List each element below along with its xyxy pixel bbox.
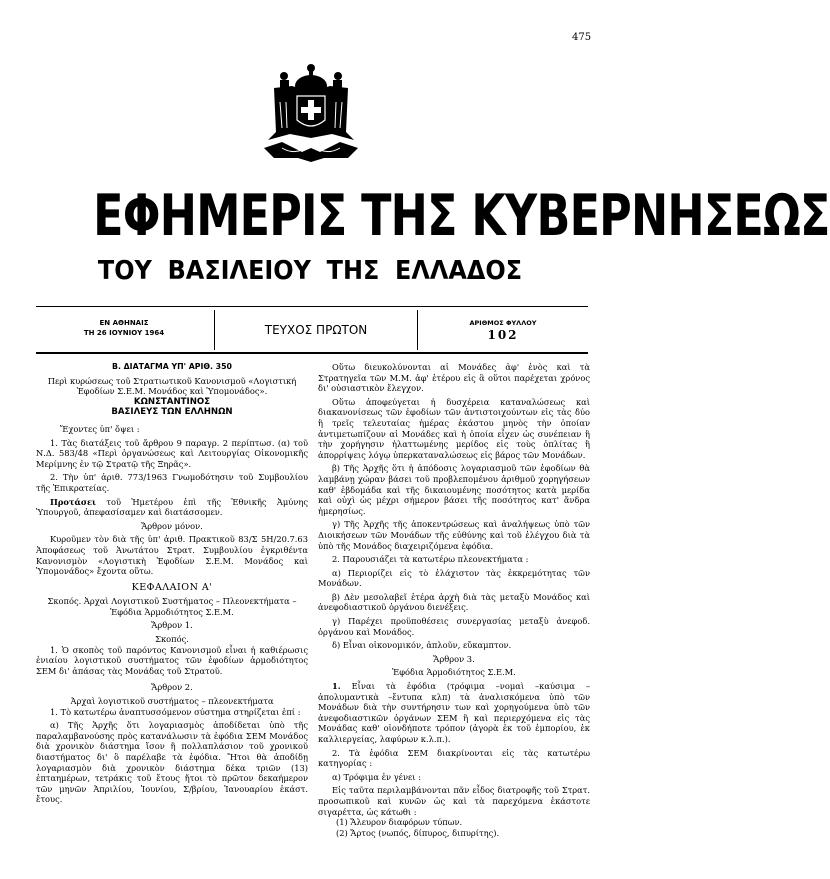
- paragraph-text: τοῦ Ἡμετέρου ἐπὶ τῆς Ἐθνικῆς Ἀμύνης Ὑπουργοῦ, ἀπεφασίσαμεν καὶ διατάσσομεν.: [36, 496, 308, 518]
- paragraph: [318, 681, 590, 745]
- paragraph-number: 1.: [332, 681, 341, 692]
- decree-heading: Β. ΔΙΑΤΑΓΜΑ ΥΠ' ΑΡΙΘ. 350: [112, 362, 232, 371]
- paragraph: α) Τῆς Ἀρχῆς ὅτι λογαριασμὸς ἀποδίδεται ὑπὸ τῆς παραλαμβανούσης πρὸς κατανάλωσιν τὰ ἐφόδια ΣΕΜ Μονάδος διὰ χρονικὸν διάστημα ἴσον ἢ πολλαπλάσιον τοῦ χρονικοῦ διαστήματος δι' ὃ παρέλαβε τὰ ἐφόδια. Ἤτοι θὰ ἀποδίδῃ λογαριασμὸν διὰ χρονικὸν διάστημα δέκα τριῶν (13) ἐπταημέρων, τετράκις τοῦ ἔτους ἤτοι τὸ πρῶτον δεκαήμερον τῶν μηνῶν Ἀπριλίου, Ἰουνίου, Σ/βρίου, Ἰανουαρίου ἑκάστ. ἔτους.: [36, 720, 308, 805]
- paragraph-text: Εἶναι τὰ ἐφόδια (τρόφιμα –νομαὶ –καύσιμα –ἀπολυμαντικὰ –ἔντυπα κλπ) τὰ ἀναλισκόμενα ὑπὸ τῶν Μονάδων διὰ τὴν συντήρησιν των καὶ χορηγούμενα ὑπὸ τῶν ἀνεφοδιαστικῶν ὀργάνων ΣΕΜ ἢ καὶ περιερχόμενα εἰς τὰς Μονάδας καθ' οἱονδήποτε τρόπον (ἀγορὰ ἐκ τοῦ ἐμπορίου, ἐκ καλλιεργείας, λαφύρων κ.λ.π.).: [318, 681, 590, 744]
- paragraph: γ) Τῆς Ἀρχῆς τῆς ἀποκεντρώσεως καὶ ἀναλήψεως ὑπὸ τῶν Διοικήσεων τῶν Μονάδων τῆς εὐθύνης καὶ τοῦ ἐλέγχου διὰ τὰ ὑπὸ τῆς Μονάδος διαχειριζόμενα ἐφόδια.: [318, 519, 590, 551]
- paragraph: α) Περιορίζει εἰς τὸ ἐλάχιστον τὰς ἐκκρεμότητας τῶν Μονάδων.: [318, 567, 590, 589]
- decree-subject: Περὶ κυρώσεως τοῦ Στρατιωτικοῦ Κανονισμοῦ «Λογιστική Ἐφοδίων Σ.Ε.Μ. Μονάδος καὶ Ὑπομονάδος».: [47, 375, 297, 397]
- paragraph: 1. Ὁ σκοπὸς τοῦ παρόντος Κανονισμοῦ εἶναι ἡ καθιέρωσις ἑνιαίου λογιστικοῦ συστήματος τῶν ἐφοδίων ἁρμοδιότητος ΣΕΜ δι' ἁπάσας τὰς Μονάδας τοῦ Στρατοῦ.: [36, 644, 308, 676]
- issue-place-date: [36, 310, 212, 350]
- right-column: [318, 362, 590, 838]
- paragraph: 2. Τὰ ἐφόδια ΣΕΜ διακρίνονται εἰς τὰς κατωτέρω κατηγορίας :: [318, 747, 590, 769]
- paragraph: 2. Παρουσιάζει τὰ κατωτέρω πλεονεκτήματα :: [332, 554, 529, 565]
- article-heading: Ἄρθρον 3.: [433, 653, 475, 664]
- body-columns: [0, 362, 619, 879]
- issue-date: ΤΗ 26 ΙΟΥΝΙΟΥ 1964: [83, 329, 165, 337]
- coat-of-arms-icon: [262, 62, 360, 168]
- article-title: Ἀρχαὶ λογιστικοῦ συστήματος – πλεονεκτήματα: [70, 696, 274, 707]
- king-title: ΒΑΣΙΛΕΥΣ ΤΩΝ ΕΛΛΗΝΩΝ: [111, 407, 233, 418]
- page-number: 475: [572, 32, 592, 43]
- paragraph: Οὕτω ἀποφεύγεται ἡ δυσχέρεια καταναλώσεως καὶ διακανονίσεως τῶν ἐφοδίων τῶν ἀντιστοιχούντων εἰς τὰς δύο ἢ τρεῖς τελευταίας ἡμέρας ἑκάστου μηνὸς τὴν ὁποίαν ἀντιμετωπίζουν αἱ Μονάδες καὶ ἡ ὁποία εἶχεν ὡς συνέπειαν ἢ τὴν χορήγησιν ἠλαττωμένης μερίδος εἰς τοὺς ὁπλίτας ἢ ἀπορρίψεις λόγῳ ὑπερκαταναλώσεως εἰς βάρος τῶν Μονάδων.: [318, 396, 590, 460]
- gazette-title: ΕΦΗΜΕΡΙΣ ΤΗΣ ΚΥΒΕΡΝΗΣΕΩΣ: [93, 183, 830, 249]
- paragraph: Κυροῦμεν τὸν διὰ τῆς ὑπ' ἀριθ. Πρακτικοῦ 83/Σ 5Η/20.7.63 Ἀποφάσεως τοῦ Ἀνωτάτου Στρατ. Συμβουλίου ἐγκριθέντα Κανονισμὸν «Λογιστικὴ Ἐφοδίων Σ.Ε.Μ. Μονάδος καὶ Ὑπομονάδος» ἔχοντα οὕτω.: [36, 534, 308, 577]
- chapter-heading: ΚΕΦΑΛΑΙΟΝ Α': [131, 581, 213, 593]
- paragraph: β) Τῆς Ἀρχῆς ὅτι ἡ ἀπόδοσις λογαριασμοῦ τῶν ἐφοδίων θὰ λαμβάνῃ χώραν βάσει τοῦ προβλεπομένου ἀριθμοῦ χορηγήσεων καθ' ἑβδομάδα καὶ τῆς δικαιουμένης ποσότητος κατὰ μερίδα καὶ οὐχὶ ὡς μέχρι σήμερον βάσει τῆς ποσότητος κατ' ἄνδρα ἡμερησίως.: [318, 463, 590, 516]
- paragraph-lead: Προτάσει: [50, 496, 97, 507]
- having-regard: Ἔχοντες ὑπ' ὄψει :: [60, 423, 140, 434]
- paragraph: 1. Τὸ κατωτέρω ἀναπτυσσόμενον σύστημα στηρίζεται ἐπί :: [50, 706, 301, 717]
- article-heading: Ἄρθρον 1.: [151, 620, 193, 631]
- paragraph: 2. Τὴν ὑπ' ἀριθ. 773/1963 Γνωμοδότησιν τοῦ Συμβουλίου τῆς Ἐπικρατείας.: [36, 472, 308, 493]
- paragraph: Οὕτω διευκολύνονται αἱ Μονάδες ἀφ' ἑνὸς καὶ τὰ Στρατηγεῖα τῶν Μ.Μ. ἀφ' ἑτέρου εἰς ἃ οὕτοι παρέχεται χρόνος δι' οὐσιαστικὸν ἔλεγχον.: [318, 362, 590, 394]
- paragraph: β) Δὲν μεσολαβεῖ ἑτέρα ἀρχὴ διὰ τὰς μεταξὺ Μονάδος καὶ ἀνεφοδιαστικοῦ ὀργάνου διενέξεις.: [318, 591, 590, 613]
- issue-sheet: [418, 310, 588, 350]
- header-rule-top: [36, 306, 588, 307]
- article-title: Σκοπός.: [155, 634, 189, 645]
- king-name: ΚΩΝΣΤΑΝΤΙΝΟΣ: [133, 396, 211, 407]
- paragraph: [36, 497, 308, 518]
- paragraph: Εἰς ταῦτα περιλαμβάνονται πᾶν εἶδος διατροφῆς τοῦ Στρατ. προσωπικοῦ καὶ κυνῶν ὡς καὶ τὰ παρεχόμενα ἑκάστοτε σιγαρέττα, ὡς κάτωθι :: [318, 785, 590, 817]
- paragraph: α) Τρόφιμα ἐν γένει :: [332, 771, 421, 782]
- article-title: Ἐφόδια Ἁρμοδιότητος Σ.Ε.Μ.: [392, 667, 516, 678]
- issue-place: ΕΝ ΑΘΗΝΑΙΣ: [99, 319, 149, 327]
- left-column: [36, 362, 308, 805]
- header-rule-bottom: [36, 352, 588, 354]
- list-item: (1) Ἄλευρον διαφόρων τύπων.: [336, 817, 463, 828]
- paragraph: 1. Τὰς διατάξεις τοῦ ἄρθρου 9 παραγρ. 2 περίπτωσ. (α) τοῦ Ν.Δ. 583/48 «Περὶ ὀργανώσεως καὶ Λειτουργίας Οἰκονομικῆς Μερίμνης ἐν τῷ Στρατῷ τῆς Ξηρᾶς».: [36, 437, 308, 469]
- chapter-subject: Σκοπός. Ἀρχαὶ Λογιστικοῦ Συστήματος – Πλεονεκτήματα – Ἐφόδια Ἁρμοδιότητος Σ.Ε.Μ.: [47, 596, 297, 617]
- sheet-number: 102: [487, 328, 519, 342]
- paragraph: γ) Παρέχει προϋποθέσεις συνεργασίας μεταξὺ ἀνεφοδ. ὀργάνου καὶ Μονάδος.: [318, 616, 590, 637]
- article-heading: Ἄρθρον μόνον.: [141, 520, 203, 531]
- paragraph: δ) Εἶναι οἰκονομικόν, ἁπλοῦν, εὔκαμπτον.: [332, 640, 512, 651]
- issue-info-bar: [36, 310, 588, 350]
- sheet-label: ΑΡΙΘΜΟΣ ΦΥΛΛΟΥ: [469, 319, 537, 327]
- list-item: (2) Ἄρτος (νωπός, δίπυρος, διπυρίτης).: [336, 827, 500, 838]
- article-heading: Ἄρθρον 2.: [151, 682, 193, 693]
- issue-series: ΤΕΥΧΟΣ ΠΡΩΤΟΝ: [214, 310, 418, 350]
- gazette-subtitle: ΤΟΥ ΒΑΣΙΛΕΙΟΥ ΤΗΣ ΕΛΛΑΔΟΣ: [97, 256, 523, 286]
